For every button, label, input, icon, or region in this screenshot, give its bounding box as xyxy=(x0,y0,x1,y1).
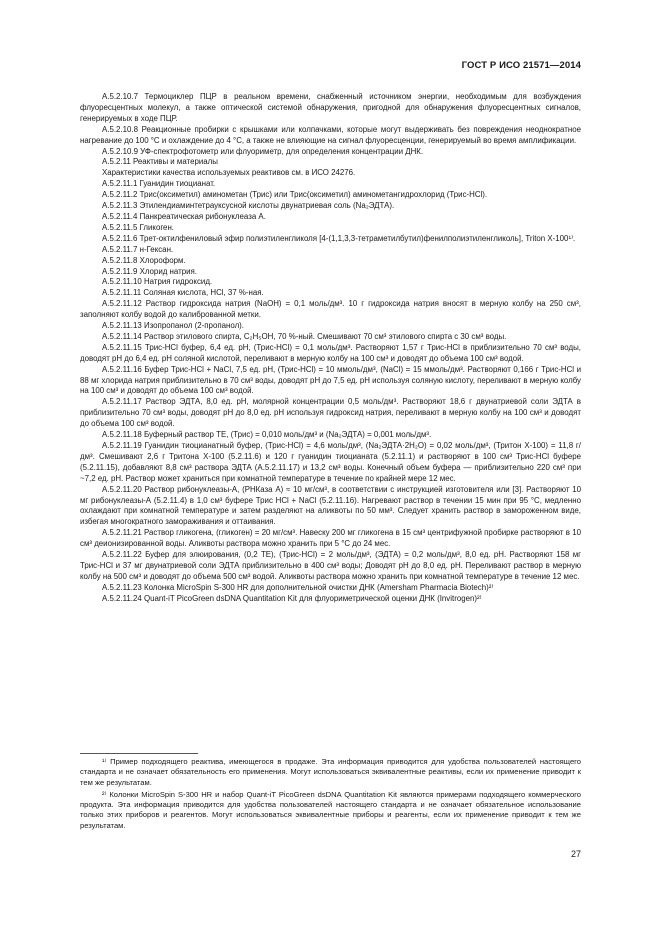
list-item: А.5.2.11.14 Раствор этилового спирта, C₂H₅OH, 70 %-ный. Смешивают 70 см³ этилового спирта с 30 см³ воды. xyxy=(102,331,507,341)
list-item: А.5.2.11.20 Раствор рибонуклеазы-А, (РНКаза А) ≈ 10 мг/см³, в соответствии с инструкцией изготовителя или [3]. Растворяют 10 мг рибонуклеазы-А (5.2.11.4) в 1,0 см³ буфере Трис HCl + NaCl (5.2.11.16). Нагревают раствор в течении 15 мин при 95 °С, медленно охлаждают при комнатной температуре и затем разделяют на аликвоты по 50 мм³. Следует хранить раствор в замороженном виде, избегая многократного замораживания и оттаивания. xyxy=(80,484,581,527)
section-heading: А.5.2.11 Реактивы и материалы xyxy=(102,157,218,167)
list-item: А.5.2.11.19 Гуанидин тиоцианатный буфер, (Трис-HCl) = 4,6 моль/дм³, (Na₂ЭДТА·2H₂O) = 0,02 моль/дм³, (Тритон X-100) = 11,8 г/дм³. Смешивают 2,6 г Тритона X-100 (5.2.11.6) и 120 г гуанидин тиоцианата (5.2.11.1) и растворяют в 100 см³ Трис-HCl буфере (5.2.11.15), добавляют 8,8 см³ раствора ЭДТА (А.5.2.11.17) и 13,2 см³ воды. Конечный объем буфера — приблизительно 220 см³ при ~7,2 ед. pH. Раствор может храниться при комнатной температуре в течение по крайней мере 12 мес. xyxy=(80,441,581,483)
paragraph: Характеристики качества используемых реактивов см. в ИСО 24276. xyxy=(102,168,356,178)
paragraph: А.5.2.10.8 Реакционные пробирки с крышками или колпачками, которые могут выдерживать без повреждения неоднократное нагревание до 100 °С и охлаждение до 4 °С, а также не влияющие на сигнал флуоресценции, генерируемый во время амплификации. xyxy=(80,124,581,145)
page-number: 27 xyxy=(570,849,581,859)
list-item: А.5.2.11.16 Буфер Трис-HCl + NaCl, 7,5 ед. pH, (Трис-HCl) = 10 ммоль/дм³, (NaCl) = 15 ммоль/дм³. Растворяют 0,166 г Трис-HCl и 88 мг хлорида натрия приблизительно в 70 см³ воды, доводят pH до 7,5 ед. pH используя соляную кислоту, переливают в мерную колбу на 100 см³ и доводят до объема 100 см³ водой. xyxy=(80,364,581,396)
list-item: А.5.2.11.24 Quant-iT PicoGreen dsDNA Quantitation Kit для флуориметрической оценки ДНК (Invitrogen)²⁾ xyxy=(102,593,482,603)
footnote-divider xyxy=(80,753,198,754)
list-item: А.5.2.11.23 Колонка MicroSpin S-300 HR для дополнительной очистки ДНК (Amersham Pharmacia Biotech)²⁾ xyxy=(102,582,494,592)
list-item: А.5.2.11.17 Раствор ЭДТА, 8,0 ед. pH, молярной концентрации 0,5 моль/дм³. Растворяют 18,6 г двунатриевой соли ЭДТА в приблизительно 70 см³ воды, доводят pH до 8,0 ед. pH используя гидроксид натрия, переливают в мерную колбу на 100 см³ и доводят до объема 100 см³ водой. xyxy=(80,397,581,429)
footnote: ¹⁾ Пример подходящего реактива, имеющегося в продаже. Эта информация приводится для удобства пользователей настоящего стандарта и не означает обязательность его применения. Могут использоваться эквивалентные реактивы, если их применение приводит к тем же результатам. xyxy=(80,757,581,787)
list-item: А.5.2.11.4 Панкреатическая рибонуклеаза А. xyxy=(102,211,266,221)
list-item: А.5.2.11.18 Буферный раствор ТЕ, (Трис) = 0,010 моль/дм³ и (Na₂ЭДТА) = 0,001 моль/дм³. xyxy=(102,430,432,440)
list-item: А.5.2.11.22 Буфер для элюирования, (0,2 ТЕ), (Трис-HCl) = 2 моль/дм³, (ЭДТА) = 0,2 моль/дм³, 8,0 ед. pH. Растворяют 158 мг Трис-HCl и 37 мг двунатриевой соли ЭДТА приблизительно в 400 см³ воды; Доводят pH до 8,0 ед. pH. Переливают раствор в мерную колбу на 500 см³ и доводят до объема 500 см³ водой. Аликвоты раствора можно хранить при комнатной температуре в течение 12 мес. xyxy=(80,550,581,581)
list-item: А.5.2.11.3 Этилендиаминтетрауксусной кислоты двунатриевая соль (Na₂ЭДТА). xyxy=(102,201,395,211)
document-body xyxy=(80,92,581,605)
list-item: А.5.2.11.11 Соляная кислота, HCl, 37 %-ная. xyxy=(102,288,264,298)
paragraph: А.5.2.10.9 УФ-спектрофотометр или флуориметр, для определения концентрации ДНК. xyxy=(102,146,424,156)
list-item: А.5.2.11.10 Натрия гидроксид. xyxy=(102,277,213,287)
list-item: А.5.2.11.15 Трис-HCl буфер, 6,4 ед. pH, (Трис-HCl) = 0,1 моль/дм³. Растворяют 1,57 г Трис-HCl в приблизительно 70 см³ воды, доводят pH до 6,4 ед. pH соляной кислотой, переливают в мерную колбу на 100 см³ и доводят до объема 100 см³ водой. xyxy=(80,342,581,363)
list-item: А.5.2.11.8 Хлороформ. xyxy=(102,255,186,265)
list-item: А.5.2.11.12 Раствор гидроксида натрия (NaOH) = 0,1 моль/дм³. 10 г гидроксида натрия вносят в мерную колбу на 250 см³, заполняют колбу водой до калиброванной метки. xyxy=(80,299,581,320)
list-item: А.5.2.11.2 Трис(оксиметил) аминометан (Трис) или Трис(оксиметил) аминометангидрохлорид (Трис-HCl). xyxy=(102,190,488,200)
standard-header: ГОСТ Р ИСО 21571—2014 xyxy=(461,60,581,71)
list-item: А.5.2.11.6 Трет-октилфениловый эфир полиэтиленгликоля [4-(1,1,3,3-тетраметилбутил)фенилполиэтиленгликоль], Triton X-100¹⁾. xyxy=(102,233,576,243)
footnotes xyxy=(80,757,581,833)
list-item: А.5.2.11.5 Гликоген. xyxy=(102,222,174,232)
list-item: А.5.2.11.13 Изопропанол (2-пропанол). xyxy=(102,321,244,331)
list-item: А.5.2.11.7 н-Гексан. xyxy=(102,244,174,254)
list-item: А.5.2.11.21 Раствор гликогена, (гликоген) = 20 мг/см³. Навеску 200 мг гликогена в 15 см³ центрифужной пробирке растворяют в 10 см³ деионизированной воды. Аликвоты раствора можно хранить при 5 °С до 24 мес. xyxy=(80,528,581,549)
paragraph: А.5.2.10.7 Термоциклер ПЦР в реальном времени, снабженный источником энергии, необходимым для возбуждения флуоресцентных молекул, а также оптической системой обнаружения, пригодной для обнаружения флуоресцентных сигналов, генерируемых в ходе ПЦР. xyxy=(80,92,581,123)
list-item: А.5.2.11.1 Гуанидин тиоцианат. xyxy=(102,179,216,189)
footnote: ²⁾ Колонки MicroSpin S-300 HR и набор Quant-iT PicoGreen dsDNA Quantitation Kit являются примерами подходящего коммерческого продукта. Эта информация приводится для удобства пользователей настоящего стандарта и не означает обязательное использование только этих приборов и реагентов. Могут использоваться эквивалентные приборы и реагенты, если их применение приводит к тем же результатам. xyxy=(80,789,581,830)
list-item: А.5.2.11.9 Хлорид натрия. xyxy=(102,266,197,276)
